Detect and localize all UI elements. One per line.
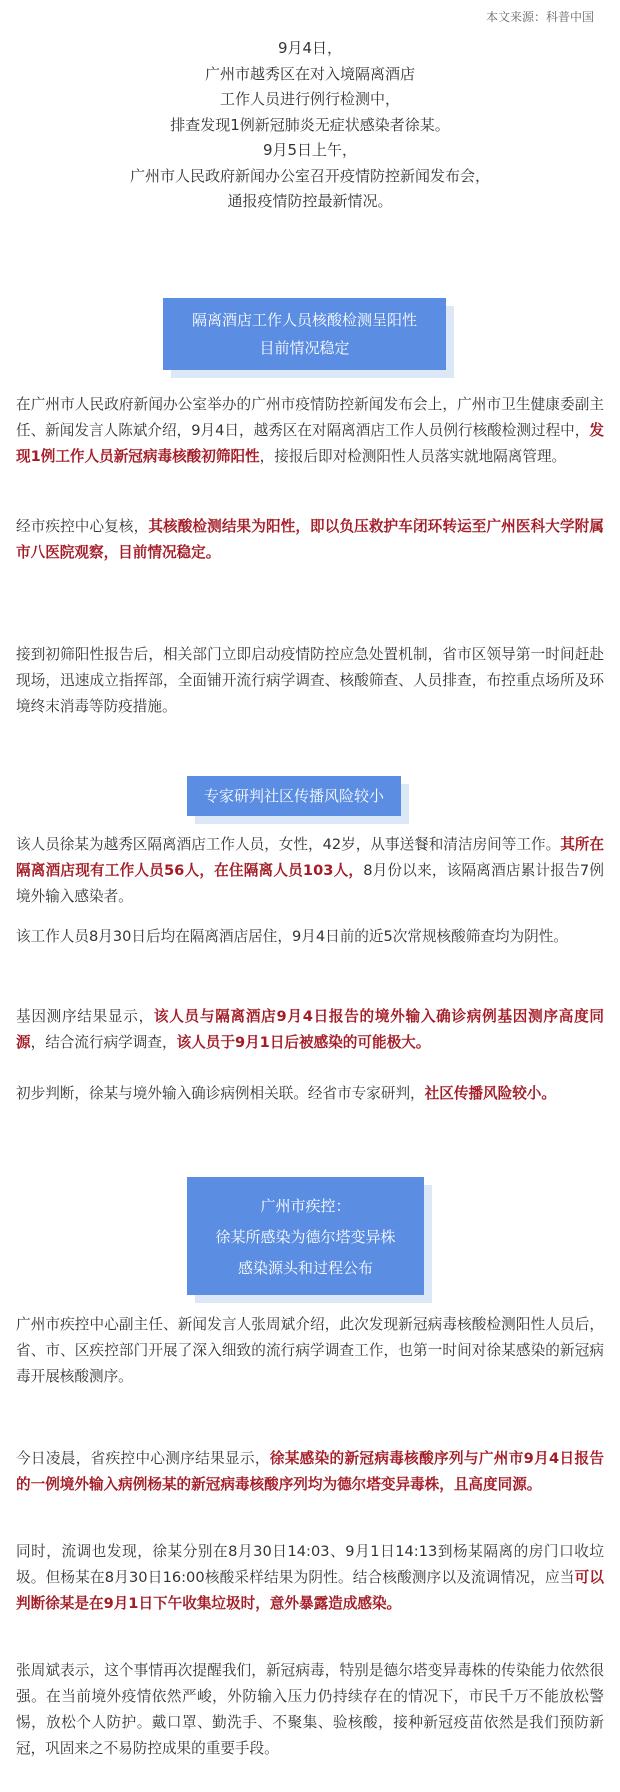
section-heading-line: 隔离酒店工作人员核酸检测呈阳性 [191, 311, 417, 329]
section-heading-2 [187, 776, 401, 816]
section-heading-1 [163, 298, 446, 370]
intro-line: 工作人员进行例行检测中， [219, 90, 400, 108]
intro-line: 9月4日， [277, 39, 343, 57]
paragraph-5 [16, 924, 604, 950]
intro-line: 广州市越秀区在对入境隔离酒店 [204, 64, 415, 83]
intro-line: 通报疫情防控最新情况。 [227, 192, 393, 210]
highlight-text: 该人员与隔离酒店9月4日报告的境外输入确诊病例基因测序高度同源 [16, 1008, 604, 1051]
paragraph-9 [16, 1446, 604, 1498]
text-run: 经市疾控中心复核， [16, 518, 149, 535]
text-run: ，结合流行病学调查， [30, 1034, 177, 1051]
section-heading-line: 目前情况稳定 [259, 339, 350, 357]
paragraph-3 [16, 642, 604, 720]
paragraph-4 [16, 832, 604, 910]
section-heading-line: 广州市疾控： [260, 1197, 351, 1215]
intro-line: 广州市人民政府新闻办公室召开疫情防控新闻发布会， [129, 166, 490, 185]
paragraph-2 [16, 514, 604, 566]
highlight-text: 社区传播风险较小。 [424, 1085, 556, 1102]
highlight-text: 发现1例工作人员新冠病毒核酸初筛阳性 [16, 422, 604, 465]
text-run: 基因测序结果显示， [16, 1008, 154, 1025]
text-run: 接到初筛阳性报告后，相关部门立即启动疫情防控应急处置机制，省市区领导第一时间赶赴现场，迅速成立指挥部，全面铺开流行病学调查、核酸筛查、人员排查，布控重点场所及环境终末消毒等防疫措施。 [16, 646, 604, 715]
text-run: ，接报后即对检测阳性人员落实就地隔离管理。 [259, 448, 567, 465]
source-note: 本文来源：科普中国 [485, 10, 594, 24]
highlight-text: 可以判断徐某是在9月1日下午收集垃圾时，意外暴露造成感染。 [16, 1569, 604, 1612]
paragraph-7 [16, 1081, 604, 1107]
paragraph-8 [16, 1312, 604, 1390]
highlight-text: 其所在隔离酒店现有工作人员56人，在住隔离人员103人， [16, 836, 604, 879]
intro-line: 排查发现1例新冠肺炎无症状感染者徐某。 [170, 115, 450, 134]
highlight-text: 该人员于9月1日后被感染的可能极大。 [176, 1034, 431, 1051]
section-heading-line: 徐某所感染为德尔塔变异株 [215, 1228, 396, 1246]
text-run: 该人员徐某为越秀区隔离酒店工作人员，女性，42岁，从事送餐和清洁房间等工作。 [16, 836, 561, 853]
text-run: 在广州市人民政府新闻办公室举办的广州市疫情防控新闻发布会上，广州市卫生健康委副主任、新闻发言人陈斌介绍，9月4日，越秀区在对隔离酒店工作人员例行核酸检测过程中， [16, 396, 604, 439]
highlight-text: 其核酸检测结果为阳性，即以负压救护车闭环转运至广州医科大学附属市八医院观察，目前情况稳定。 [16, 518, 604, 561]
paragraph-10 [16, 1539, 604, 1617]
text-run: 该工作人员8月30日后均在隔离酒店居住，9月4日前的近5次常规核酸筛查均为阴性。 [16, 928, 568, 945]
text-run: 初步判断，徐某与境外输入确诊病例相关联。经省市专家研判， [16, 1085, 425, 1102]
text-run: 今日凌晨，省疾控中心测序结果显示， [16, 1450, 270, 1467]
text-run: 8月份以来，该隔离酒店累计报告7例境外输入感染者。 [16, 862, 604, 905]
section-heading-line: 专家研判社区传播风险较小 [203, 787, 384, 805]
paragraph-6 [16, 1004, 604, 1056]
text-run: 张周斌表示，这个事情再次提醒我们，新冠病毒，特别是德尔塔变异毒株的传染能力依然很强。在当前境外疫情依然严峻，外防输入压力仍持续存在的情况下，市民千万不能放松警惕，放松个人防护。戴口罩、勤洗手、不聚集、验核酸，接种新冠疫苗依然是我们预防新冠，巩固来之不易防控成果的重要手段。 [16, 1662, 604, 1757]
text-run: 同时，流调也发现，徐某分别在8月30日14:03、9月1日14:13到杨某隔离的房门口收垃圾。但杨某在8月30日16:00核酸采样结果为阴性。结合核酸测序以及流调情况，应当 [16, 1543, 604, 1586]
highlight-text: 徐某感染的新冠病毒核酸序列与广州市9月4日报告的一例境外输入病例杨某的新冠病毒核酸序列均为德尔塔变异毒株，且高度同源。 [16, 1450, 604, 1493]
intro-block [0, 36, 620, 215]
text-run: 广州市疾控中心副主任、新闻发言人张周斌介绍，此次发现新冠病毒核酸检测阳性人员后，省、市、区疾控部门开展了深入细致的流行病学调查工作，也第一时间对徐某感染的新冠病毒开展核酸测序。 [16, 1316, 604, 1385]
paragraph-11 [16, 1658, 604, 1762]
paragraph-1 [16, 392, 604, 470]
section-heading-3 [187, 1177, 424, 1295]
section-heading-line: 感染源头和过程公布 [237, 1259, 373, 1277]
intro-line: 9月5日上午， [262, 141, 358, 159]
